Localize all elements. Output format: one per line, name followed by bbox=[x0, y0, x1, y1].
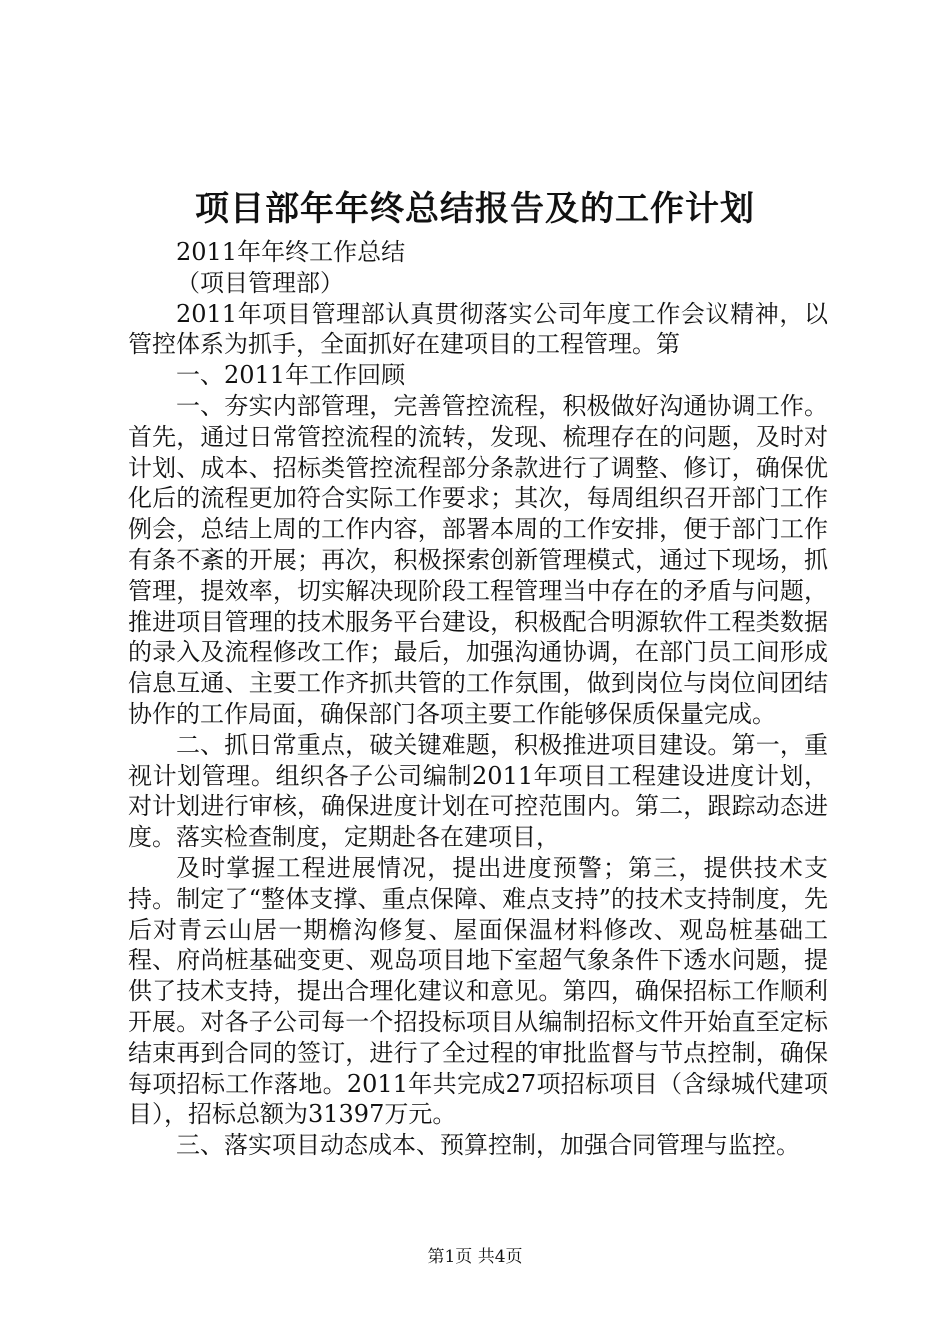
paragraph-technical-support: 及时掌握工程进展情况，提出进度预警；第三，提供技术支持。制定了“整体支撑、重点保障、难点支持”的技术支持制度，先后对青云山居一期檐沟修复、屋面保温材料修改、观岛桩基础工程、府尚桩基础变更、观岛项目地下室超气象条件下透水问题，提供了技术支持，提出合理化建议和意见。第四，确保招标工作顺利开展。对各子公司每一个招投标项目从编制招标文件开始直至定标结束再到合同的签订，进行了全过程的审批监督与节点控制，确保每项招标工作落地。2011年共完成27项招标项目（含绿城代建项目），招标总额为31397万元。 bbox=[128, 853, 828, 1129]
document-title: 项目部年年终总结报告及的工作计划 bbox=[195, 189, 755, 229]
document-body bbox=[128, 237, 828, 1161]
paragraph-summary-heading: 2011年年终工作总结 bbox=[176, 238, 406, 266]
page-footer: 第1页 共4页 bbox=[427, 1247, 523, 1267]
paragraph-section-heading: 一、2011年工作回顾 bbox=[176, 361, 406, 390]
paragraph-intro: 2011年项目管理部认真贯彻落实公司年度工作会议精神，以管控体系为抓手，全面抓好在建项目的工程管理。第 bbox=[128, 299, 828, 359]
paragraph-department: （项目管理部） bbox=[176, 268, 344, 297]
paragraph-project-construction: 二、抓日常重点，破关键难题，积极推进项目建设。第一，重视计划管理。组织各子公司编制2011年项目工程建设进度计划，对计划进行审核，确保进度计划在可控范围内。第二，跟踪动态进度。落实检查制度，定期赴各在建项目， bbox=[128, 730, 828, 852]
paragraph-cost-control: 三、落实项目动态成本、预算控制，加强合同管理与监控。 bbox=[176, 1131, 800, 1160]
paragraph-internal-management: 一、夯实内部管理，完善管控流程，积极做好沟通协调工作。首先，通过日常管控流程的流转，发现、梳理存在的问题，及时对计划、成本、招标类管控流程部分条款进行了调整、修订，确保优化后的流程更加符合实际工作要求；其次，每周组织召开部门工作例会，总结上周的工作内容，部署本周的工作安排，便于部门工作有条不紊的开展；再次，积极探索创新管理模式，通过下现场，抓管理，提效率，切实解决现阶段工程管理当中存在的矛盾与问题，推进项目管理的技术服务平台建设，积极配合明源软件工程类数据的录入及流程修改工作；最后，加强沟通协调，在部门员工间形成信息互通、主要工作齐抓共管的工作氛围，做到岗位与岗位间团结协作的工作局面，确保部门各项主要工作能够保质保量完成。 bbox=[128, 391, 828, 728]
